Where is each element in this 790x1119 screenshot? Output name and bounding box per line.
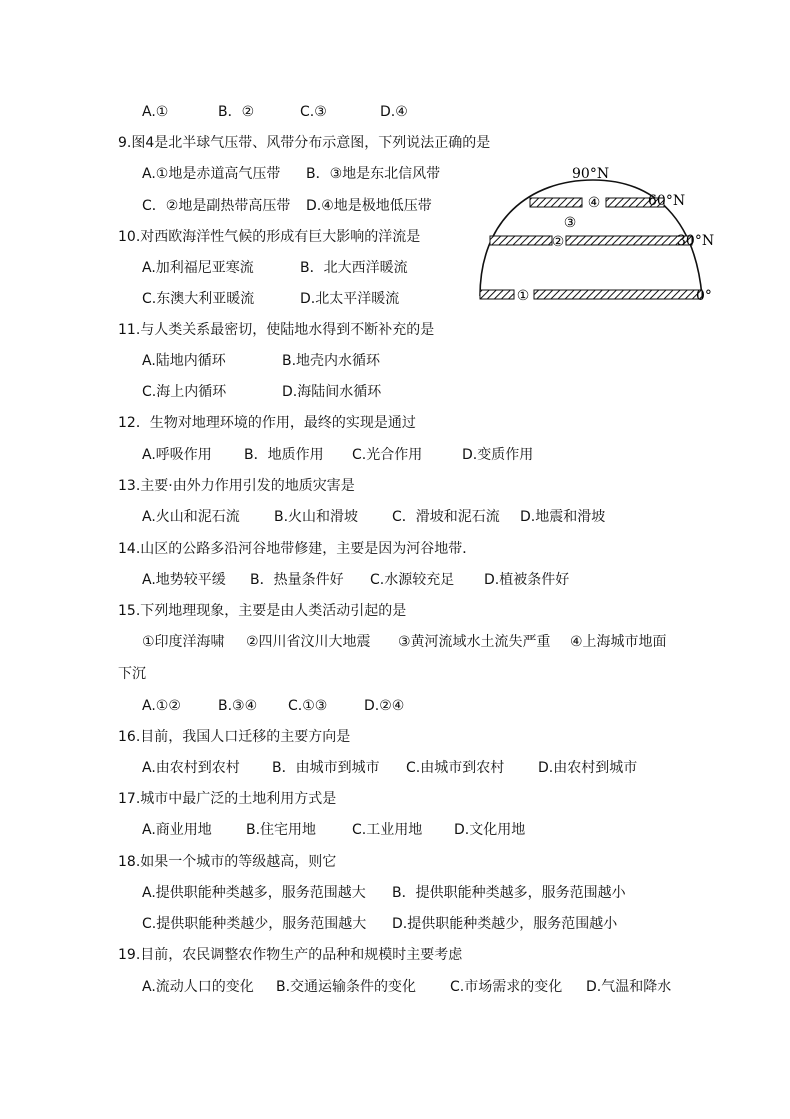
q14-option-d: D.植被条件好 (484, 572, 570, 588)
q8-option-d: D.④ (380, 104, 408, 120)
q16-option-a: A.由农村到农村 (142, 760, 240, 776)
q11-option-d: D.海陆间水循环 (282, 384, 382, 400)
q10-option-c: C.东澳大利亚暖流 (142, 291, 255, 307)
q12-option-d: D.变质作用 (462, 447, 534, 463)
q9-option-b: B．③地是东北信风带 (306, 166, 441, 182)
belt-1-left (480, 290, 514, 299)
q11-option-c: C.海上内循环 (142, 384, 227, 400)
q18-option-a: A.提供职能种类越多，服务范围越大 (142, 885, 366, 901)
q8-option-a: A.① (142, 104, 169, 120)
label-90n: 90°N (572, 166, 610, 182)
belt-1-right (534, 290, 702, 299)
q18-option-c: C.提供职能种类越少，服务范围越大 (142, 916, 367, 932)
belt-2-right (566, 236, 692, 245)
belt-2-left (490, 236, 552, 245)
q18-option-b: B．提供职能种类越多，服务范围越小 (392, 885, 626, 901)
q17-option-c: C.工业用地 (352, 822, 423, 838)
q13-stem: 13.主要·由外力作用引发的地质灾害是 (118, 478, 355, 494)
q16-stem: 16.目前，我国人口迁移的主要方向是 (118, 729, 351, 745)
q13-option-a: A.火山和泥石流 (142, 509, 240, 525)
q19-option-d: D.气温和降水 (586, 979, 672, 995)
q16-option-d: D.由农村到城市 (538, 760, 638, 776)
q17-option-a: A.商业用地 (142, 822, 212, 838)
q8-option-c: C.③ (300, 104, 327, 120)
q15-option-b: B.③④ (218, 698, 258, 714)
pressure-belt-diagram (470, 160, 720, 310)
marker-1: ① (516, 288, 530, 304)
q14-option-c: C.水源较充足 (370, 572, 455, 588)
q15-stem: 15.下列地理现象，主要是由人类活动引起的是 (118, 603, 407, 619)
q8-option-b: B．② (218, 104, 255, 120)
q12-option-c: C.光合作用 (352, 447, 423, 463)
q17-stem: 17.城市中最广泛的土地利用方式是 (118, 791, 337, 807)
q15-option-a: A.①② (142, 698, 181, 714)
q10-option-d: D.北太平洋暖流 (300, 291, 400, 307)
q16-option-c: C.由城市到农村 (406, 760, 505, 776)
q17-option-b: B.住宅用地 (246, 822, 317, 838)
q14-stem: 14.山区的公路多沿河谷地带修建，主要是因为河谷地带． (118, 541, 477, 557)
q15-item-2: ②四川省汶川大地震 (246, 634, 371, 650)
q19-option-c: C.市场需求的变化 (450, 979, 563, 995)
belt-4-left (530, 198, 582, 207)
q12-option-a: A.呼吸作用 (142, 447, 212, 463)
q19-option-a: A.流动人口的变化 (142, 979, 254, 995)
q15-item-3: ③黄河流域水土流失严重 (398, 634, 551, 650)
q19-option-b: B.交通运输条件的变化 (276, 979, 417, 995)
q15-option-d: D.②④ (364, 698, 405, 714)
q18-stem: 18.如果一个城市的等级越高，则它 (118, 854, 337, 870)
q15-item-4-continued: 下沉 (118, 666, 146, 682)
q10-option-b: B．北大西洋暖流 (300, 260, 408, 276)
marker-4: ④ (587, 195, 601, 211)
marker-2: ② (551, 234, 565, 250)
q17-option-d: D.文化用地 (454, 822, 526, 838)
q9-stem: 9.图4是北半球气压带、风带分布示意图，下列说法正确的是 (118, 135, 491, 151)
q14-option-a: A.地势较平缓 (142, 572, 226, 588)
marker-3: ③ (563, 215, 577, 231)
q12-option-b: B．地质作用 (244, 447, 324, 463)
label-0: 0° (696, 288, 712, 304)
q9-option-d: D.④地是极地低压带 (306, 198, 432, 214)
q10-option-a: A.加利福尼亚寒流 (142, 260, 254, 276)
q10-stem: 10.对西欧海洋性气候的形成有巨大影响的洋流是 (118, 229, 421, 245)
q11-option-b: B.地壳内水循环 (282, 353, 381, 369)
q12-stem: 12．生物对地理环境的作用，最终的实现是通过 (118, 415, 416, 431)
q9-option-c: C．②地是副热带高压带 (142, 198, 291, 214)
q19-stem: 19.目前，农民调整农作物生产的品种和规模时主要考虑 (118, 947, 463, 963)
q13-option-d: D.地震和滑坡 (520, 509, 606, 525)
q15-item-4: ④上海城市地面 (570, 634, 667, 650)
q9-option-a: A.①地是赤道高气压带 (142, 166, 281, 182)
q13-option-c: C．滑坡和泥石流 (392, 509, 500, 525)
q18-option-d: D.提供职能种类越少，服务范围越小 (392, 916, 618, 932)
q15-item-1: ①印度洋海啸 (142, 634, 225, 650)
label-60n: 60°N (648, 193, 686, 209)
q14-option-b: B．热量条件好 (250, 572, 344, 588)
q11-option-a: A.陆地内循环 (142, 353, 226, 369)
q15-option-c: C.①③ (288, 698, 328, 714)
label-30n: 30°N (677, 233, 715, 249)
q16-option-b: B．由城市到城市 (272, 760, 380, 776)
q11-stem: 11.与人类关系最密切，使陆地水得到不断补充的是 (118, 322, 435, 338)
q13-option-b: B.火山和滑坡 (274, 509, 359, 525)
